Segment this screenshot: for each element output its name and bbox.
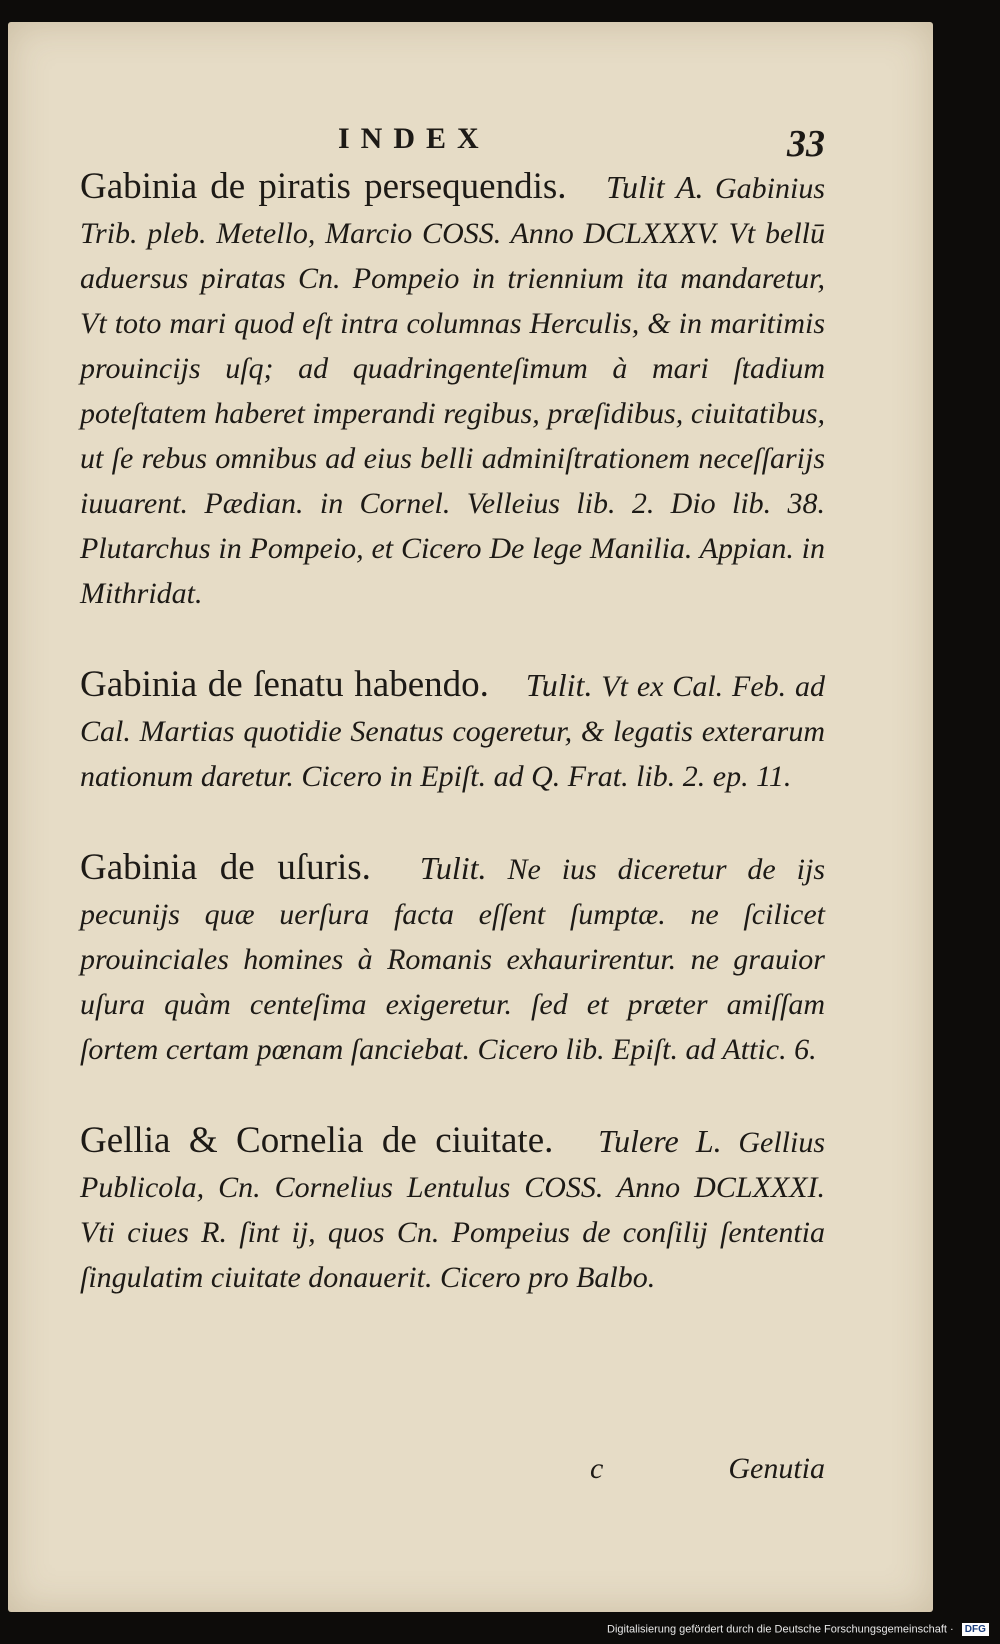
running-title: INDEX <box>338 122 490 155</box>
entry-title: Gellia & Cornelia de ciuitate. <box>80 1120 554 1161</box>
entry-tulit: Tulit. <box>525 667 593 703</box>
entry-body <box>80 662 825 799</box>
entry-text: Ne ius diceretur de ijs pecunijs quæ uerſura facta eſſent ſumptæ. ne ſcilicet prouinciales homines à Romanis exhaurirentur. ne grauior uſura quàm centeſima exigeretur. ſed et præter amiſſam ſortem certam pœnam ſanciebat. Cicero lib. Epiſt. ad Attic. 6. <box>80 853 825 1066</box>
entry-title: Gabinia de uſuris. <box>80 847 371 888</box>
digitization-credit <box>607 1623 989 1636</box>
index-entry <box>80 662 825 799</box>
index-entry <box>80 164 825 616</box>
catchword: Genutia <box>728 1452 825 1485</box>
entry-text: Gabinius Trib. pleb. Metello, Marcio COSS. Anno DCLXXXV. Vt bellū aduersus piratas Cn. Pompeio in triennium ita mandaretur, Vt toto mari quod eſt intra columnas Herculis, & in maritimis prouincijs uſq; ad quadringenteſimum à mari ſtadium poteſtatem haberet imperandi regibus, præſidibus, ciuitatibus, ut ſe rebus omnibus ad eius belli adminiſtrationem neceſſarijs iuuarent. Pædian. in Cornel. Velleius lib. 2. Dio lib. 38. Plutarchus in Pompeio, et Cicero De lege Manilia. Appian. in Mithridat. <box>80 172 825 610</box>
index-entry <box>80 1118 825 1300</box>
entry-tulit: Tulit A. <box>605 169 704 205</box>
credit-text: Digitalisierung gefördert durch die Deutsche Forschungsgemeinschaft · <box>607 1623 954 1636</box>
entry-body <box>80 164 825 616</box>
dfg-logo: DFG <box>962 1623 989 1636</box>
entry-title: Gabinia de piratis persequendis. <box>80 166 567 207</box>
entry-text: Gellius Publicola, Cn. Cornelius Lentulus COSS. Anno DCLXXXI. Vti ciues R. ſint ij, quos Cn. Pompeius de conſilij ſententia ſingulatim ciuitate donauerit. Cicero pro Balbo. <box>80 1126 826 1294</box>
entry-title: Gabinia de ſenatu habendo. <box>80 664 489 705</box>
entry-body <box>80 845 825 1072</box>
index-entry <box>80 845 825 1072</box>
entry-body <box>80 1118 825 1300</box>
entry-tulit: Tulere L. <box>598 1123 722 1159</box>
book-page <box>8 22 933 1612</box>
entry-text: Vt ex Cal. Feb. ad Cal. Martias quotidie Senatus cogeretur, & legatis exterarum nationum daretur. Cicero in Epiſt. ad Q. Frat. lib. 2. ep. 11. <box>80 670 826 793</box>
entry-tulit: Tulit. <box>419 850 487 886</box>
running-head <box>80 106 825 164</box>
signature-mark: c <box>590 1452 604 1485</box>
catchword-line <box>80 1452 825 1496</box>
page-text-block <box>80 106 826 1485</box>
folio-number: 33 <box>787 123 825 165</box>
